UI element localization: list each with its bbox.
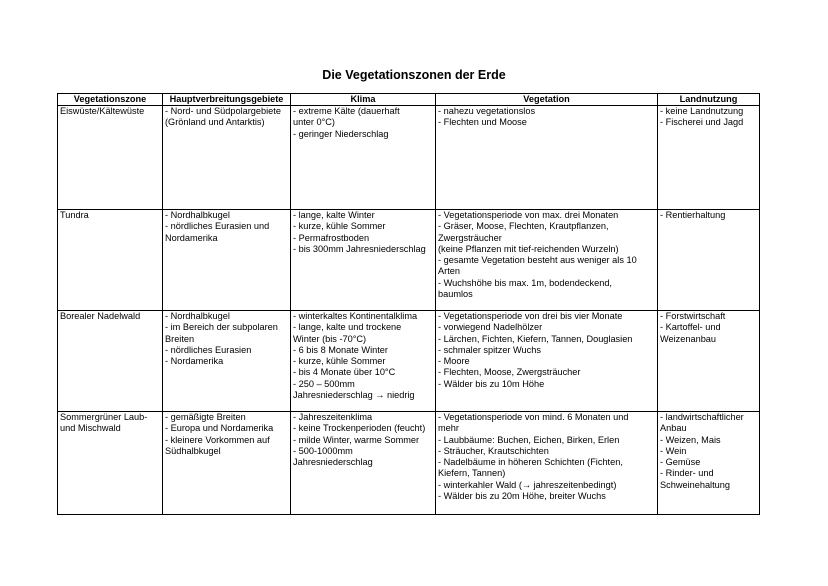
cell-line: - Nordamerika (165, 356, 224, 367)
cell-line: - Laubbäume: Buchen, Eichen, Birken, Erlen (438, 434, 620, 445)
cell-line: - gemäßigte Breiten (165, 412, 246, 422)
cell-gebiet (163, 311, 291, 412)
cell-vegetation (436, 106, 658, 210)
cell-line: - Nordhalbkugel (165, 210, 230, 220)
cell-klima (291, 106, 436, 210)
cell-landnutzung (658, 412, 760, 515)
cell-line: - Wälder bis zu 20m Höhe, breiter Wuchs (438, 491, 606, 502)
cell-line: - Sträucher, Krautschichten (438, 445, 549, 456)
cell-line: Kiefern, Tannen) (438, 468, 506, 479)
cell-line: und Mischwald (60, 423, 121, 434)
cell-line: - Nord- und Südpolargebiete (165, 106, 281, 116)
cell-line: - winterkahler Wald (→ jahreszeitenbedingt) (438, 479, 617, 490)
cell-zone (58, 106, 163, 210)
cell-landnutzung (658, 106, 760, 210)
cell-line: - milde Winter, warme Sommer (293, 434, 420, 445)
table-row (58, 311, 760, 412)
header-hauptverbreitungsgebiete: Hauptverbreitungsgebiete (163, 94, 291, 106)
cell-line: - bis 4 Monate über 10°C (293, 367, 396, 378)
table-header-row (58, 94, 760, 106)
cell-line: Arten (438, 266, 460, 277)
cell-line: - Nordhalbkugel (165, 311, 230, 321)
cell-zone (58, 311, 163, 412)
cell-line: - Wuchshöhe bis max. 1m, bodendeckend, (438, 277, 612, 288)
cell-line: Jahresniederschlag → niedrig (293, 390, 415, 401)
cell-vegetation (436, 412, 658, 515)
cell-line: - Wälder bis zu 10m Höhe (438, 378, 545, 389)
cell-vegetation (436, 311, 658, 412)
cell-line: (keine Pflanzen mit tief-reichenden Wurzeln) (438, 243, 619, 254)
cell-line: - 6 bis 8 Monate Winter (293, 344, 388, 355)
cell-line: - Kartoffel- und (660, 322, 721, 333)
cell-line: - Gräser, Moose, Flechten, Krautpflanzen, (438, 221, 609, 232)
cell-line: Schweinehaltung (660, 479, 730, 490)
cell-line: (Grönland und Antarktis) (165, 117, 265, 128)
cell-line: - 250 – 500mm (293, 378, 355, 389)
cell-line: - Gemüse (660, 457, 701, 468)
cell-line: - Nadelbäume in höheren Schichten (Fichten, (438, 457, 623, 468)
cell-line: - Jahreszeitenklima (293, 412, 373, 422)
cell-line: - Vegetationsperiode von mind. 6 Monaten und (438, 412, 629, 422)
cell-gebiet (163, 412, 291, 515)
cell-line: Eiswüste/Kältewüste (60, 106, 145, 116)
cell-klima (291, 311, 436, 412)
cell-line: Weizenanbau (660, 333, 717, 344)
cell-line: - landwirtschaftlicher (660, 412, 744, 422)
header-vegetation: Vegetation (436, 94, 658, 106)
cell-line: - gesamte Vegetation besteht aus weniger als 10 (438, 255, 637, 266)
cell-line: - Flechten, Moose, Zwergsträucher (438, 367, 581, 378)
cell-line: - Flechten und Moose (438, 117, 527, 128)
cell-line: Sommergrüner Laub- (60, 412, 148, 422)
cell-zone (58, 412, 163, 515)
cell-landnutzung (658, 210, 760, 311)
cell-line: - 500-1000mm (293, 445, 353, 456)
cell-line: Nordamerika (165, 232, 218, 243)
cell-line: - geringer Niederschlag (293, 128, 389, 139)
cell-line: baumlos (438, 289, 473, 300)
cell-line: - kleinere Vorkommen auf (165, 434, 270, 445)
cell-line: - keine Trockenperioden (feucht) (293, 423, 426, 434)
cell-line: - Moore (438, 356, 470, 367)
cell-landnutzung (658, 311, 760, 412)
table-row (58, 412, 760, 515)
table-row (58, 106, 760, 210)
header-landnutzung: Landnutzung (658, 94, 760, 106)
cell-klima (291, 412, 436, 515)
cell-line: Zwergsträucher (438, 232, 502, 243)
cell-line: Südhalbkugel (165, 445, 221, 456)
cell-line: - Lärchen, Fichten, Kiefern, Tannen, Douglasien (438, 333, 633, 344)
cell-line: - nördliches Eurasien und (165, 221, 270, 232)
cell-line: - Forstwirtschaft (660, 311, 726, 321)
cell-line: - winterkaltes Kontinentalklima (293, 311, 418, 321)
cell-line: - Vegetationsperiode von drei bis vier Monate (438, 311, 623, 321)
cell-line: - im Bereich der subpolaren (165, 322, 278, 333)
vegetation-table (57, 93, 760, 515)
cell-line: unter 0°C) (293, 117, 335, 128)
cell-line: - nördliches Eurasien (165, 344, 252, 355)
page-title: Die Vegetationszonen der Erde (322, 68, 506, 82)
cell-line: - lange, kalte und trockene (293, 322, 402, 333)
cell-line: - Permafrostboden (293, 232, 370, 243)
cell-line: - Fischerei und Jagd (660, 117, 744, 128)
cell-line: - Europa und Nordamerika (165, 423, 274, 434)
cell-line: - Weizen, Mais (660, 434, 721, 445)
cell-line: Jahresniederschlag (293, 457, 373, 468)
cell-klima (291, 210, 436, 311)
cell-line: Borealer Nadelwald (60, 311, 141, 321)
cell-vegetation (436, 210, 658, 311)
cell-gebiet (163, 106, 291, 210)
cell-line: - lange, kalte Winter (293, 210, 375, 220)
cell-line: - Vegetationsperiode von max. drei Monaten (438, 210, 619, 220)
cell-line: - Rinder- und (660, 468, 714, 479)
cell-line: - schmaler spitzer Wuchs (438, 344, 541, 355)
header-vegetationszone: Vegetationszone (58, 94, 163, 106)
cell-line: - kurze, kühle Sommer (293, 356, 386, 367)
cell-line: - bis 300mm Jahresniederschlag (293, 243, 426, 254)
cell-line: Tundra (60, 210, 89, 220)
cell-line: mehr (438, 423, 459, 434)
cell-zone (58, 210, 163, 311)
cell-line: - vorwiegend Nadelhölzer (438, 322, 543, 333)
cell-line: - Wein (660, 445, 687, 456)
cell-line: - keine Landnutzung (660, 106, 744, 116)
cell-line: Anbau (660, 423, 687, 434)
cell-line: Winter (bis -70°C) (293, 333, 367, 344)
cell-line: - Rentierhaltung (660, 210, 726, 220)
cell-line: Breiten (165, 333, 195, 344)
header-klima: Klima (291, 94, 436, 106)
cell-gebiet (163, 210, 291, 311)
table-row (58, 210, 760, 311)
cell-line: - nahezu vegetationslos (438, 106, 536, 116)
cell-line: - extreme Kälte (dauerhaft (293, 106, 400, 116)
cell-line: - kurze, kühle Sommer (293, 221, 386, 232)
